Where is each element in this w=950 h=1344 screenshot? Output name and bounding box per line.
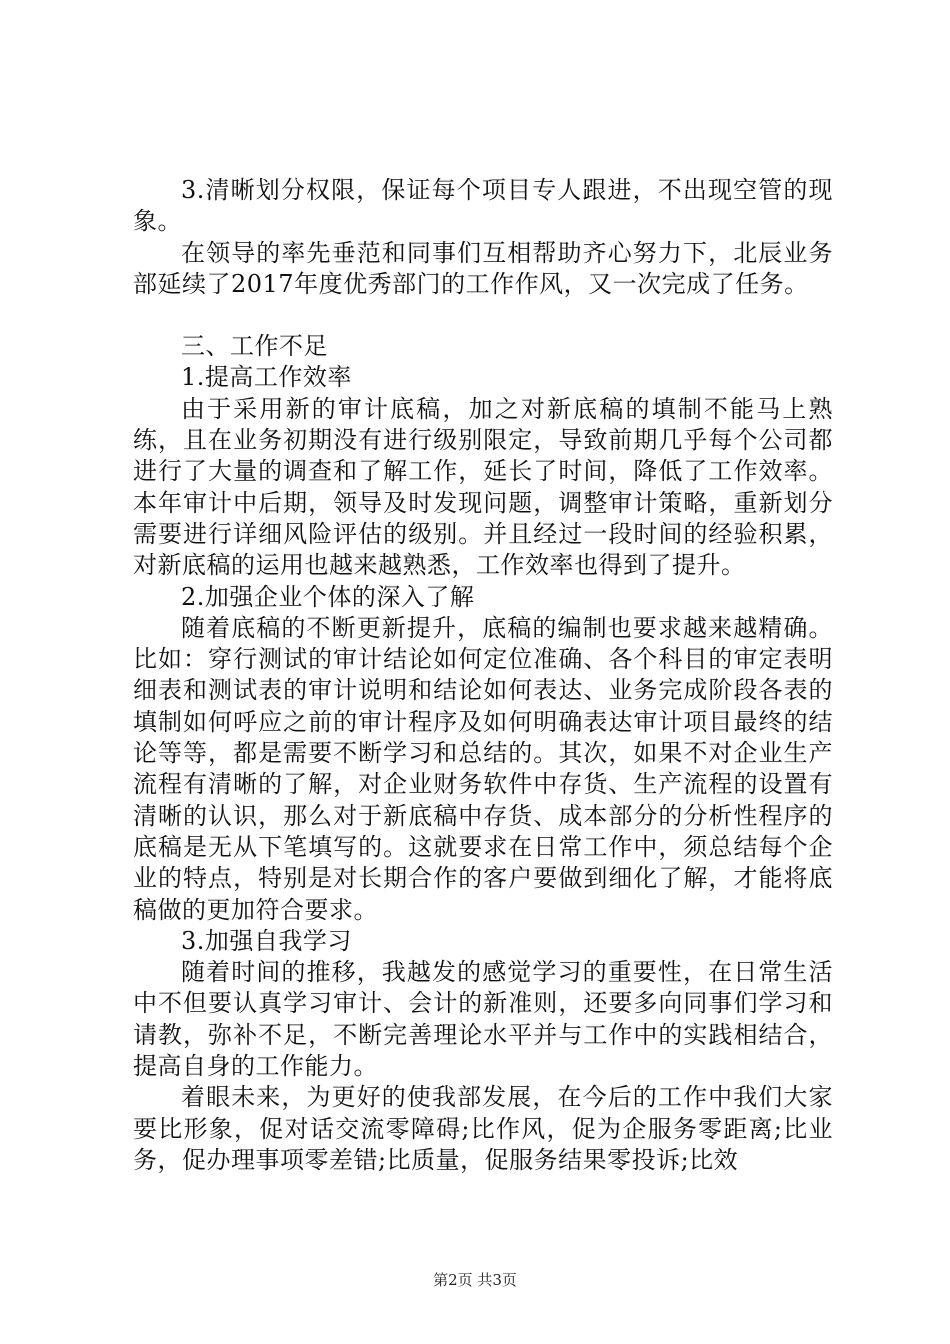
page-number-footer: 第2页 共3页 [433,1271,517,1289]
paragraph-self-learning: 随着时间的推移，我越发的感觉学习的重要性，在日常生活中不但要认真学习审计、会计的新准则，还要多向同事们学习和请教，弥补不足，不断完善理论水平并与工作中的实践相结合，提高自身的工作能力。 [133,958,833,1081]
paragraph-efficiency: 由于采用新的审计底稿，加之对新底稿的填制不能马上熟练，且在业务初期没有进行级别限定，导致前期几乎每个公司都进行了大量的调查和了解工作，延长了时间，降低了工作效率。本年审计中后期，领导及时发现问题，调整审计策略，重新划分需要进行详细风险评估的级别。并且经过一段时间的经验积累，对新底稿的运用也越来越熟悉，工作效率也得到了提升。 [133,394,833,580]
paragraph-permissions: 3.清晰划分权限，保证每个项目专人跟进，不出现空管的现象。 [133,176,833,236]
subheading-self-learning: 3.加强自我学习 [181,926,352,955]
paragraph-future-outlook: 着眼未来，为更好的使我部发展，在今后的工作中我们大家要比形象，促对话交流零障碍;比作风，促为企服务零距离;比业务，促办理事项零差错;比质量，促服务结果零投诉;比效 [133,1083,833,1174]
subheading-efficiency: 1.提高工作效率 [181,363,352,392]
paragraph-spacer [133,300,833,331]
paragraph-enterprise-understanding: 随着底稿的不断更新提升，底稿的编制也要求越来越精确。比如：穿行测试的审计结论如何定位准确、各个科目的审定表明细表和测试表的审计说明和结论如何表达、业务完成阶段各表的填制如何呼应之前的审计程序及如何明确表达审计项目最终的结论等等，都是需要不断学习和总结的。其次，如果不对企业生产流程有清晰的了解，对企业财务软件中存货、生产流程的设置有清晰的认识，那么对于新底稿中存货、成本部分的分析性程序的底稿是无从下笔填写的。这就要求在日常工作中，须总结每个企业的特点，特别是对长期合作的客户要做到细化了解，才能将底稿做的更加符合要求。 [133,613,833,924]
subheading-enterprise-understanding: 2.加强企业个体的深入了解 [181,582,475,611]
paragraph-department-summary: 在领导的率先垂范和同事们互相帮助齐心努力下，北辰业务部延续了2017年度优秀部门的工作作风，又一次完成了任务。 [133,238,833,298]
document-body [133,175,833,1176]
section-heading-shortcomings: 三、工作不足 [181,332,328,361]
